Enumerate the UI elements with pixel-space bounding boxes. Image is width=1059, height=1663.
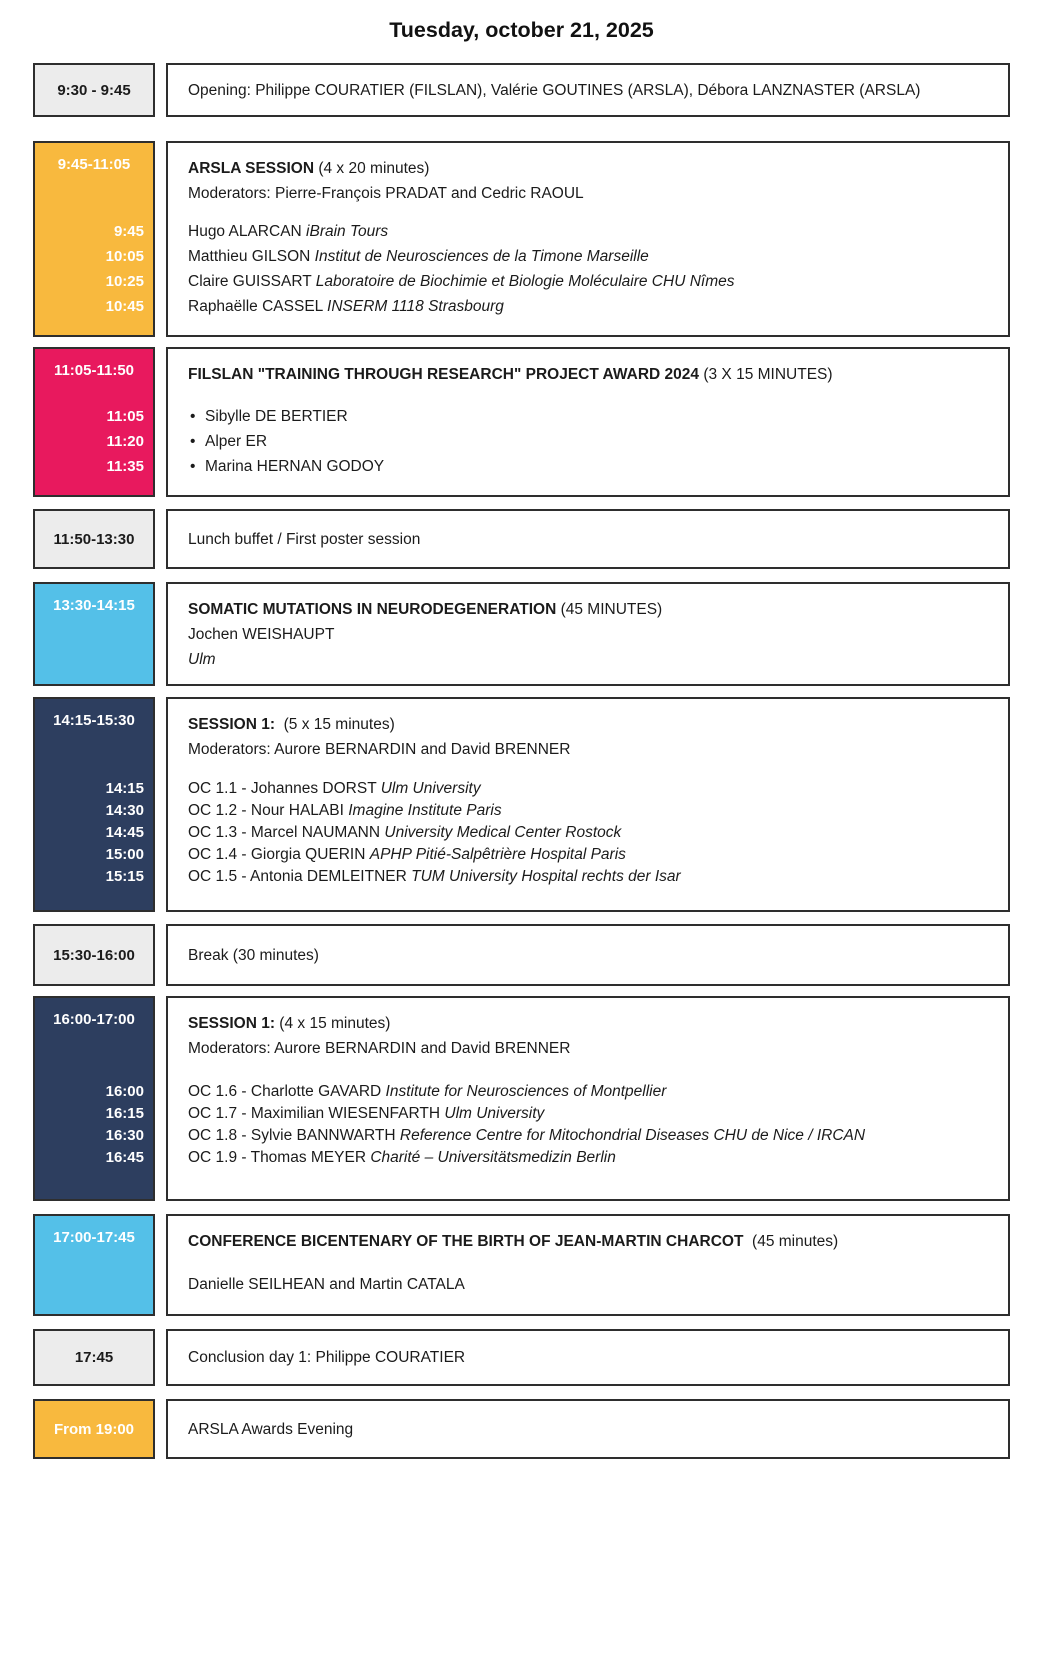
speaker-item: Claire GUISSART Laboratoire de Biochimie et Biologie Moléculaire CHU Nîmes bbox=[188, 273, 735, 290]
time-item: 10:45 bbox=[105, 298, 144, 315]
session-header bbox=[168, 143, 1008, 206]
time-slot-label: 11:50-13:30 bbox=[53, 530, 135, 548]
event-text: Opening: Philippe COURATIER (FILSLAN), Valérie GOUTINES (ARSLA), Débora LANZNASTER (ARSLA) bbox=[188, 81, 921, 99]
time-item: 16:30 bbox=[105, 1127, 144, 1144]
time-slot bbox=[33, 1214, 155, 1316]
time-slot-label: 15:30-16:00 bbox=[53, 946, 135, 964]
time-slot-label: 17:00-17:45 bbox=[53, 1229, 135, 1246]
session-moderators: Moderators: Aurore BERNARDIN and David BRENNER bbox=[188, 741, 571, 758]
schedule-row-charcot-conference bbox=[33, 1214, 1010, 1316]
event-box bbox=[166, 141, 1010, 337]
talk-item: OC 1.1 - Johannes DORST Ulm University bbox=[188, 780, 481, 797]
session-header bbox=[168, 349, 1008, 387]
event-text: Lunch buffet / First poster session bbox=[188, 530, 421, 548]
page-title: Tuesday, october 21, 2025 bbox=[389, 18, 654, 42]
talk-item: OC 1.7 - Maximilian WIESENFARTH Ulm University bbox=[188, 1105, 545, 1122]
time-slot bbox=[33, 996, 155, 1201]
speaker-item: • Alper ER bbox=[188, 429, 988, 454]
talk-item: OC 1.5 - Antonia DEMLEITNER TUM University Hospital rechts der Isar bbox=[188, 868, 681, 885]
time-item: 15:15 bbox=[105, 868, 144, 885]
speaker-item: • Sibylle DE BERTIER bbox=[188, 404, 988, 429]
session-title: SESSION 1: (4 x 15 minutes) bbox=[188, 1015, 391, 1032]
speaker-item: • Marina HERNAN GODOY bbox=[188, 454, 988, 479]
session-title: CONFERENCE BICENTENARY OF THE BIRTH OF JEAN-MARTIN CHARCOT (45 minutes) bbox=[188, 1233, 839, 1250]
schedule-row-session1-a bbox=[33, 697, 1010, 912]
talk-list bbox=[168, 1081, 1008, 1199]
session-header bbox=[168, 584, 1008, 672]
time-slot bbox=[33, 63, 155, 117]
time-item: 14:15 bbox=[105, 780, 144, 797]
time-item: 14:45 bbox=[105, 824, 144, 841]
talk-item: OC 1.6 - Charlotte GAVARD Institute for Neurosciences of Montpellier bbox=[188, 1083, 667, 1100]
schedule-row-opening bbox=[33, 63, 1010, 117]
event-box bbox=[166, 1399, 1010, 1459]
session-title: SOMATIC MUTATIONS IN NEURODEGENERATION (45 MINUTES) bbox=[188, 601, 663, 618]
event-box bbox=[166, 63, 1010, 117]
time-slot-label: 11:05-11:50 bbox=[53, 362, 135, 379]
speaker-name: Danielle SEILHEAN and Martin CATALA bbox=[188, 1276, 465, 1293]
time-list bbox=[35, 778, 153, 910]
session-title: SESSION 1: (5 x 15 minutes) bbox=[188, 716, 395, 733]
schedule-row-lunch bbox=[33, 509, 1010, 569]
time-slot bbox=[33, 1399, 155, 1459]
speaker-item: Hugo ALARCAN iBrain Tours bbox=[188, 223, 389, 240]
time-item: 14:30 bbox=[105, 802, 144, 819]
talk-item: OC 1.3 - Marcel NAUMANN University Medical Center Rostock bbox=[188, 824, 622, 841]
time-slot bbox=[33, 141, 155, 337]
time-slot-label: 9:30 - 9:45 bbox=[57, 81, 131, 99]
time-item: 10:05 bbox=[105, 248, 144, 265]
session-header bbox=[168, 1216, 1008, 1297]
spacer bbox=[188, 1254, 988, 1272]
schedule-row-break bbox=[33, 924, 1010, 986]
time-item: 9:45 bbox=[113, 223, 144, 240]
session-header bbox=[168, 998, 1008, 1061]
event-box bbox=[166, 697, 1010, 912]
time-item: 16:15 bbox=[105, 1105, 144, 1122]
talk-item: OC 1.8 - Sylvie BANNWARTH Reference Centre for Mitochondrial Diseases CHU de Nice / IRCAN bbox=[188, 1127, 866, 1144]
time-slot bbox=[33, 1329, 155, 1386]
talk-item: OC 1.2 - Nour HALABI Imagine Institute Paris bbox=[188, 802, 502, 819]
time-item: 16:00 bbox=[105, 1083, 144, 1100]
schedule-row-somatic-mutations bbox=[33, 582, 1010, 686]
time-list bbox=[35, 219, 153, 335]
time-slot-label: 17:45 bbox=[74, 1349, 114, 1366]
time-list bbox=[35, 404, 153, 495]
event-text: Break (30 minutes) bbox=[188, 946, 319, 964]
schedule-row-arsla-session bbox=[33, 141, 1010, 337]
speaker-affiliation: Ulm bbox=[188, 651, 216, 668]
talk-item: OC 1.9 - Thomas MEYER Charité – Universitätsmedizin Berlin bbox=[188, 1149, 616, 1166]
event-box bbox=[166, 582, 1010, 686]
event-box bbox=[166, 347, 1010, 497]
time-slot bbox=[33, 347, 155, 497]
time-slot-label: 14:15-15:30 bbox=[53, 712, 135, 729]
event-text: Conclusion day 1: Philippe COURATIER bbox=[188, 1349, 466, 1366]
time-slot bbox=[33, 582, 155, 686]
event-box bbox=[166, 996, 1010, 1201]
speaker-list bbox=[168, 219, 1008, 335]
session-header bbox=[168, 699, 1008, 762]
talk-list bbox=[168, 778, 1008, 910]
speaker-item: Raphaëlle CASSEL INSERM 1118 Strasbourg bbox=[188, 298, 504, 315]
schedule-row-filslan-award bbox=[33, 347, 1010, 497]
event-box bbox=[166, 509, 1010, 569]
session-title: FILSLAN "TRAINING THROUGH RESEARCH" PROJECT AWARD 2024 (3 X 15 MINUTES) bbox=[188, 366, 833, 383]
time-slot bbox=[33, 697, 155, 912]
speaker-item: Matthieu GILSON Institut de Neurosciences de la Timone Marseille bbox=[188, 248, 649, 265]
event-box bbox=[166, 1214, 1010, 1316]
event-text: ARSLA Awards Evening bbox=[188, 1420, 354, 1438]
session-title: ARSLA SESSION (4 x 20 minutes) bbox=[188, 160, 430, 177]
time-slot bbox=[33, 509, 155, 569]
talk-item: OC 1.4 - Giorgia QUERIN APHP Pitié-Salpêtrière Hospital Paris bbox=[188, 846, 626, 863]
time-slot-label: From 19:00 bbox=[53, 1420, 135, 1438]
time-slot-label: 16:00-17:00 bbox=[53, 1011, 135, 1028]
event-box bbox=[166, 924, 1010, 986]
speaker-list bbox=[168, 404, 1008, 495]
time-item: 11:20 bbox=[106, 433, 144, 450]
session-moderators: Moderators: Pierre-François PRADAT and Cedric RAOUL bbox=[188, 185, 584, 202]
time-item: 16:45 bbox=[105, 1149, 144, 1166]
time-slot bbox=[33, 924, 155, 986]
schedule-row-awards-evening bbox=[33, 1399, 1010, 1459]
schedule-row-session1-b bbox=[33, 996, 1010, 1201]
time-list bbox=[35, 1081, 153, 1199]
time-item: 10:25 bbox=[105, 273, 144, 290]
event-box bbox=[166, 1329, 1010, 1386]
time-item: 11:35 bbox=[106, 458, 144, 475]
speaker-name: Jochen WEISHAUPT bbox=[188, 626, 335, 643]
schedule-row-conclusion bbox=[33, 1329, 1010, 1386]
time-item: 11:05 bbox=[106, 408, 144, 425]
time-item: 15:00 bbox=[105, 846, 144, 863]
time-slot-label: 9:45-11:05 bbox=[57, 156, 131, 173]
time-slot-label: 13:30-14:15 bbox=[53, 597, 135, 614]
session-moderators: Moderators: Aurore BERNARDIN and David BRENNER bbox=[188, 1040, 571, 1057]
